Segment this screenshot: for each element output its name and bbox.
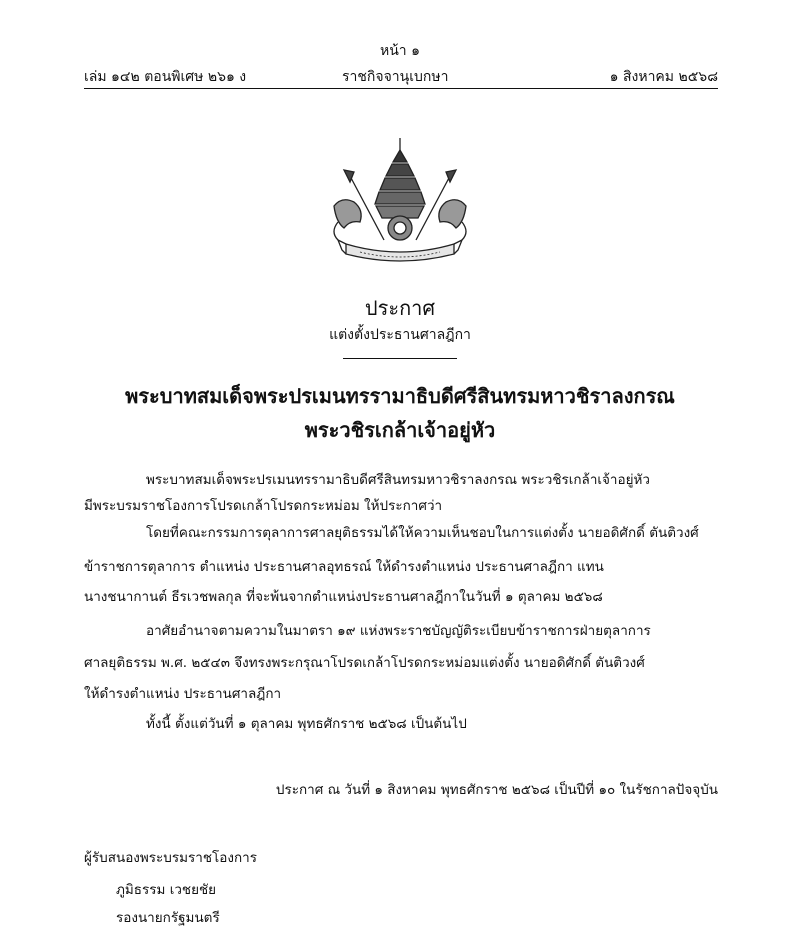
- page-number: หน้า ๑: [380, 43, 420, 59]
- paragraph-3-line-2: ศาลยุติธรรม พ.ศ. ๒๕๔๓ จึงทรงพระกรุณาโปรดเกล้าโปรดกระหม่อมแต่งตั้ง นายอดิศักดิ์ ตันติวงศ์: [84, 655, 645, 671]
- proclamation-date: ประกาศ ณ วันที่ ๑ สิงหาคม พุทธศักราช ๒๕๖๘ เป็นปีที่ ๑๐ ในรัชกาลปัจจุบัน: [275, 782, 718, 798]
- announcement-subtitle: แต่งตั้งประธานศาลฎีกา: [329, 327, 471, 343]
- gazette-header: [84, 66, 718, 89]
- paragraph-4-line-1: ทั้งนี้ ตั้งแต่วันที่ ๑ ตุลาคม พุทธศักราช ๒๕๖๘ เป็นต้นไป: [146, 716, 467, 732]
- publication-name: ราชกิจจานุเบกษา: [342, 69, 449, 85]
- paragraph-2-line-2: ข้าราชการตุลาการ ตำแหน่ง ประธานศาลอุทธรณ์ ให้ดำรงตำแหน่ง ประธานศาลฎีกา แทน: [84, 559, 604, 575]
- countersign-label: ผู้รับสนองพระบรมราชโองการ: [84, 850, 257, 866]
- paragraph-2-line-1: โดยที่คณะกรรมการตุลาการศาลยุติธรรมได้ให้ความเห็นชอบในการแต่งตั้ง นายอดิศักดิ์ ตันติวงศ์: [146, 525, 699, 541]
- paragraph-1-line-2: มีพระบรมราชโองการโปรดเกล้าโปรดกระหม่อม ให้ประกาศว่า: [84, 498, 443, 514]
- announcement-title: ประกาศ: [364, 296, 436, 320]
- header-date: ๑ สิงหาคม ๒๕๖๘: [609, 69, 718, 85]
- paragraph-3-line-3: ให้ดำรงตำแหน่ง ประธานศาลฎีกา: [84, 686, 282, 702]
- king-name-line-1: พระบาทสมเด็จพระปรเมนทรรามาธิบดีศรีสินทรมหาวชิราลงกรณ: [125, 384, 675, 408]
- king-name-line-2: พระวชิรเกล้าเจ้าอยู่หัว: [304, 418, 496, 442]
- signatory-position: รองนายกรัฐมนตรี: [116, 910, 220, 926]
- paragraph-1-line-1: พระบาทสมเด็จพระปรเมนทรรามาธิบดีศรีสินทรมหาวชิราลงกรณ พระวชิรเกล้าเจ้าอยู่หัว: [146, 472, 651, 488]
- title-divider: [343, 358, 457, 359]
- volume-issue: เล่ม ๑๔๒ ตอนพิเศษ ๒๖๑ ง: [84, 69, 247, 85]
- signatory-name: ภูมิธรรม เวชยชัย: [116, 882, 217, 898]
- paragraph-3-line-1: อาศัยอำนาจตามความในมาตรา ๑๙ แห่งพระราชบัญญัติระเบียบข้าราชการฝ่ายตุลาการ: [146, 623, 651, 639]
- royal-emblem-icon: [320, 136, 480, 266]
- paragraph-2-line-3: นางชนากานต์ ธีรเวชพลกุล ที่จะพ้นจากตำแหน่งประธานศาลฎีกาในวันที่ ๑ ตุลาคม ๒๕๖๘: [84, 589, 603, 605]
